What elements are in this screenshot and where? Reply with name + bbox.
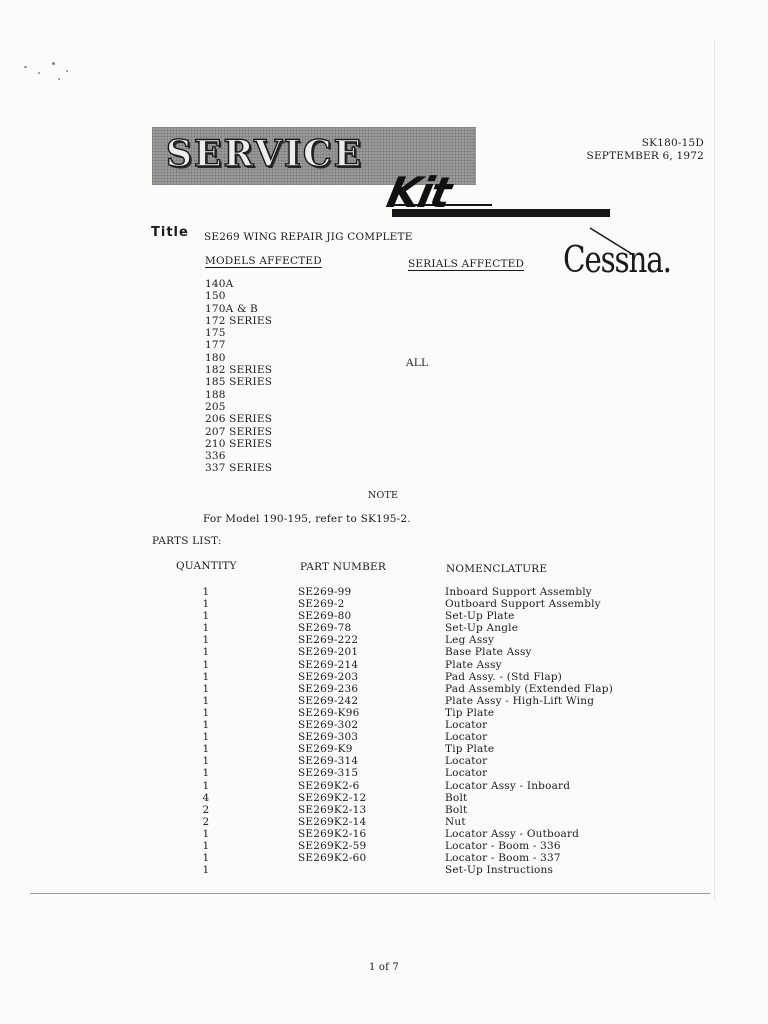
- part-number-cell: SE269K2-60: [298, 852, 367, 865]
- quantity-cell: 1: [202, 682, 210, 695]
- quantity-cell: 1: [202, 694, 210, 707]
- nomenclature-cell: Leg Assy: [445, 634, 495, 647]
- model-item: 205: [205, 400, 226, 413]
- scan-speck: [24, 66, 27, 68]
- quantity-cell: 1: [202, 586, 210, 598]
- part-number-cell: SE269-78: [298, 622, 352, 635]
- nomenclature-cell: Set-Up Instructions: [445, 864, 554, 877]
- quantity-cell: 1: [202, 827, 210, 840]
- nomenclature-cell: Tip Plate: [445, 706, 495, 719]
- model-item: 185 SERIES: [205, 376, 273, 389]
- part-number-cell: SE269K2-13: [298, 803, 367, 816]
- quantity-column: [199, 586, 213, 876]
- model-item: 150: [205, 290, 226, 303]
- nomenclature-cell: Locator Assy - Inboard: [445, 779, 571, 792]
- part-number-cell: SE269-99: [298, 586, 352, 598]
- quantity-cell: 1: [202, 731, 210, 744]
- model-item: 337 SERIES: [205, 462, 273, 475]
- part-number-cell: SE269K2-14: [298, 815, 367, 828]
- part-number-cell: SE269-2: [298, 598, 345, 611]
- quantity-cell: 1: [202, 743, 210, 756]
- nomenclature-cell: Pad Assembly (Extended Flap): [445, 682, 613, 695]
- nomenclature-cell: Bolt: [445, 803, 468, 816]
- part-number-cell: SE269-302: [298, 719, 359, 732]
- quantity-cell: 1: [202, 719, 210, 732]
- quantity-cell: 1: [202, 622, 210, 635]
- part-number-cell: [298, 864, 366, 876]
- part-number-cell: SE269-236: [298, 682, 359, 695]
- quantity-cell: 1: [202, 658, 210, 671]
- part-number-cell: SE269-242: [298, 694, 359, 707]
- models-affected-header: MODELS AFFECTED: [205, 255, 322, 267]
- quantity-cell: 1: [202, 706, 210, 719]
- scan-speck: [58, 78, 60, 80]
- part-number-cell: SE269-314: [298, 755, 359, 768]
- nomenclature-cell: Locator: [445, 731, 488, 744]
- quantity-cell: 1: [202, 839, 210, 852]
- part-number-cell: SE269K2-16: [298, 827, 367, 840]
- model-item: 140A: [205, 278, 234, 290]
- note-heading: NOTE: [368, 490, 399, 501]
- scan-speck: [66, 70, 68, 72]
- part-number-cell: SE269-303: [298, 731, 359, 744]
- parts-list-label: PARTS LIST:: [152, 535, 222, 547]
- part-number-cell: SE269K2-6: [298, 779, 360, 792]
- nomenclature-cell: Locator: [445, 755, 488, 768]
- serials-value: ALL: [406, 357, 429, 369]
- serials-affected-header: SERIALS AFFECTED: [408, 258, 525, 270]
- nomenclature-cell: Base Plate Assy: [445, 646, 532, 659]
- note-text: For Model 190-195, refer to SK195-2.: [203, 513, 411, 525]
- model-item: 180: [205, 351, 226, 364]
- nomenclature-column: [445, 586, 613, 876]
- nomenclature-cell: Locator: [445, 719, 488, 732]
- quantity-cell: 1: [202, 670, 210, 683]
- part-number-cell: SE269-214: [298, 658, 359, 671]
- nomenclature-cell: Set-Up Angle: [445, 622, 519, 635]
- part-number-cell: SE269K2-59: [298, 839, 367, 852]
- quantity-cell: 1: [202, 610, 210, 623]
- part-number-column-header: PART NUMBER: [300, 561, 387, 573]
- quantity-cell: 1: [202, 598, 210, 611]
- nomenclature-cell: Nut: [445, 815, 466, 828]
- part-number-cell: SE269-80: [298, 610, 352, 623]
- title-value: SE269 WING REPAIR JIG COMPLETE: [204, 231, 413, 243]
- model-item: 336: [205, 450, 226, 463]
- quantity-cell: 4: [202, 791, 210, 804]
- quantity-column-header: QUANTITY: [176, 560, 237, 572]
- kit-wordmark: Kit: [382, 168, 455, 217]
- bottom-rule: [30, 893, 710, 894]
- part-number-cell: SE269-203: [298, 670, 359, 683]
- quantity-cell: 1: [202, 755, 210, 768]
- model-item: 170A & B: [205, 302, 258, 315]
- part-number-cell: SE269-201: [298, 646, 359, 659]
- page-number: 1 of 7: [368, 962, 399, 973]
- scan-speck: [52, 62, 55, 65]
- part-number-cell: SE269K2-12: [298, 791, 367, 804]
- model-item: 207 SERIES: [205, 425, 273, 438]
- quantity-cell: 1: [202, 646, 210, 659]
- nomenclature-cell: Outboard Support Assembly: [445, 598, 601, 611]
- quantity-cell: 1: [202, 634, 210, 647]
- model-item: 206 SERIES: [205, 413, 273, 426]
- model-item: 182 SERIES: [205, 364, 273, 377]
- nomenclature-cell: Plate Assy - High-Lift Wing: [445, 694, 595, 707]
- document-number: SK180-15D: [641, 137, 704, 149]
- service-banner-text: SERVICE: [166, 133, 363, 175]
- part-number-cell: SE269-K9: [298, 743, 353, 756]
- nomenclature-cell: Locator - Boom - 337: [445, 852, 561, 865]
- quantity-cell: 2: [202, 815, 210, 828]
- scan-speck: [38, 72, 40, 74]
- nomenclature-cell: Pad Assy. - (Std Flap): [445, 670, 563, 683]
- model-item: 175: [205, 327, 226, 340]
- model-item: 210 SERIES: [205, 437, 273, 450]
- model-item: 188: [205, 388, 226, 401]
- document-date: SEPTEMBER 6, 1972: [586, 150, 704, 162]
- quantity-cell: 1: [202, 864, 210, 877]
- part-number-cell: SE269-222: [298, 634, 359, 647]
- nomenclature-cell: Set-Up Plate: [445, 610, 515, 623]
- page-edge-line: [714, 40, 715, 900]
- quantity-cell: 1: [202, 779, 210, 792]
- nomenclature-cell: Tip Plate: [445, 743, 495, 756]
- cessna-logo: Cessna.: [563, 240, 671, 281]
- part-number-column: [298, 586, 366, 876]
- document-id: [560, 137, 704, 163]
- models-list: [205, 278, 272, 475]
- nomenclature-cell: Inboard Support Assembly: [445, 586, 592, 598]
- nomenclature-cell: Plate Assy: [445, 658, 502, 671]
- nomenclature-cell: Locator: [445, 767, 488, 780]
- nomenclature-cell: Bolt: [445, 791, 468, 804]
- quantity-cell: 2: [202, 803, 210, 816]
- part-number-cell: SE269-K96: [298, 706, 360, 719]
- model-item: 177: [205, 339, 226, 352]
- title-label: Title: [151, 225, 189, 240]
- nomenclature-cell: Locator - Boom - 336: [445, 839, 561, 852]
- part-number-cell: SE269-315: [298, 767, 359, 780]
- quantity-cell: 1: [202, 852, 210, 865]
- nomenclature-cell: Locator Assy - Outboard: [445, 827, 580, 840]
- quantity-cell: 1: [202, 767, 210, 780]
- nomenclature-column-header: NOMENCLATURE: [446, 563, 548, 575]
- model-item: 172 SERIES: [205, 314, 273, 327]
